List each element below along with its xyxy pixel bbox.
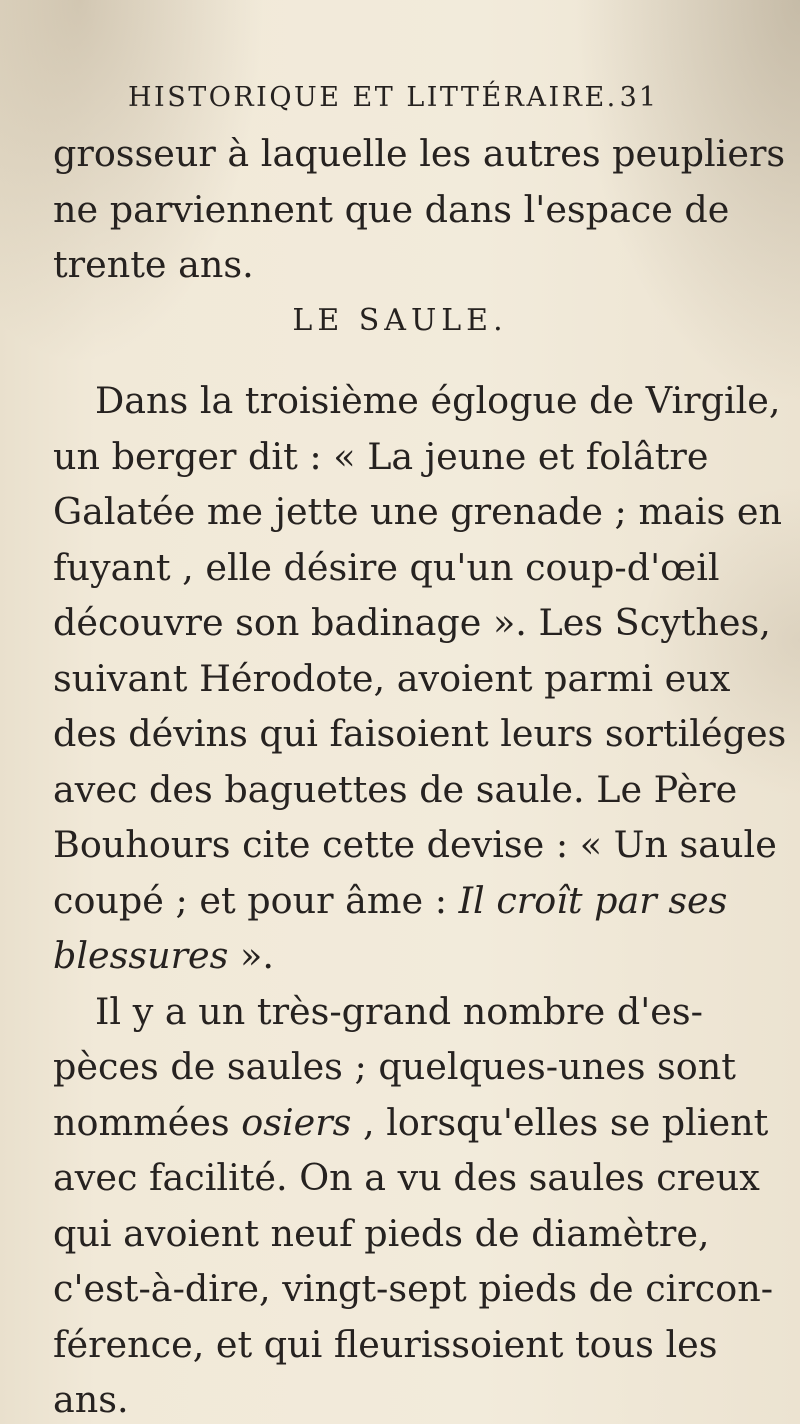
text-line: avec des baguettes de saule. Le Père	[53, 768, 738, 811]
text-segment: ».	[228, 934, 274, 977]
text-line: Bouhours cite cette devise : « Un saule	[53, 823, 777, 866]
text-line: Dans la troisième églogue de Virgile,	[95, 379, 781, 422]
text-line	[53, 934, 274, 977]
text-line: avec facilité. On a vu des saules creux	[53, 1156, 760, 1199]
text-line: grosseur à laquelle les autres peupliers	[53, 132, 786, 175]
text-line: férence, et qui fleurissoient tous les	[53, 1323, 718, 1366]
text-segment: coupé ; et pour âme :	[53, 879, 459, 922]
page-number: 31	[619, 82, 658, 113]
text-line: suivant Hérodote, avoient parmi eux	[53, 657, 731, 700]
text-line	[53, 879, 728, 922]
text-segment: , lorsqu'elles se plient	[351, 1101, 769, 1144]
text-line: découvre son badinage ». Les Scythes,	[53, 601, 771, 644]
text-line: trente ans.	[53, 243, 254, 286]
text-line: fuyant , elle désire qu'un coup-d'œil	[53, 546, 720, 589]
text-line: c'est-à-dire, vingt-sept pieds de circon-	[53, 1267, 774, 1310]
italic-quote: Il croît par ses	[458, 879, 728, 922]
section-title: LE SAULE.	[292, 303, 508, 338]
italic-quote: blessures	[53, 934, 229, 977]
text-line: ne parviennent que dans l'espace de	[53, 188, 730, 231]
text-line	[53, 1101, 769, 1144]
text-line: ans.	[53, 1378, 129, 1421]
text-line: un berger dit : « La jeune et folâtre	[53, 435, 709, 478]
text-line: Galatée me jette une grenade ; mais en	[53, 490, 782, 533]
text-line: qui avoient neuf pieds de diamètre,	[53, 1212, 710, 1255]
text-segment: nommées	[53, 1101, 242, 1144]
italic-term: osiers	[241, 1101, 352, 1144]
running-title: HISTORIQUE ET LITTÉRAIRE.	[128, 82, 618, 113]
page-header	[128, 82, 658, 113]
text-line: Il y a un très-grand nombre d'es-	[95, 990, 703, 1033]
text-line: pèces de saules ; quelques-unes sont	[53, 1045, 736, 1088]
text-line: des dévins qui faisoient leurs sortiléges	[53, 712, 787, 755]
